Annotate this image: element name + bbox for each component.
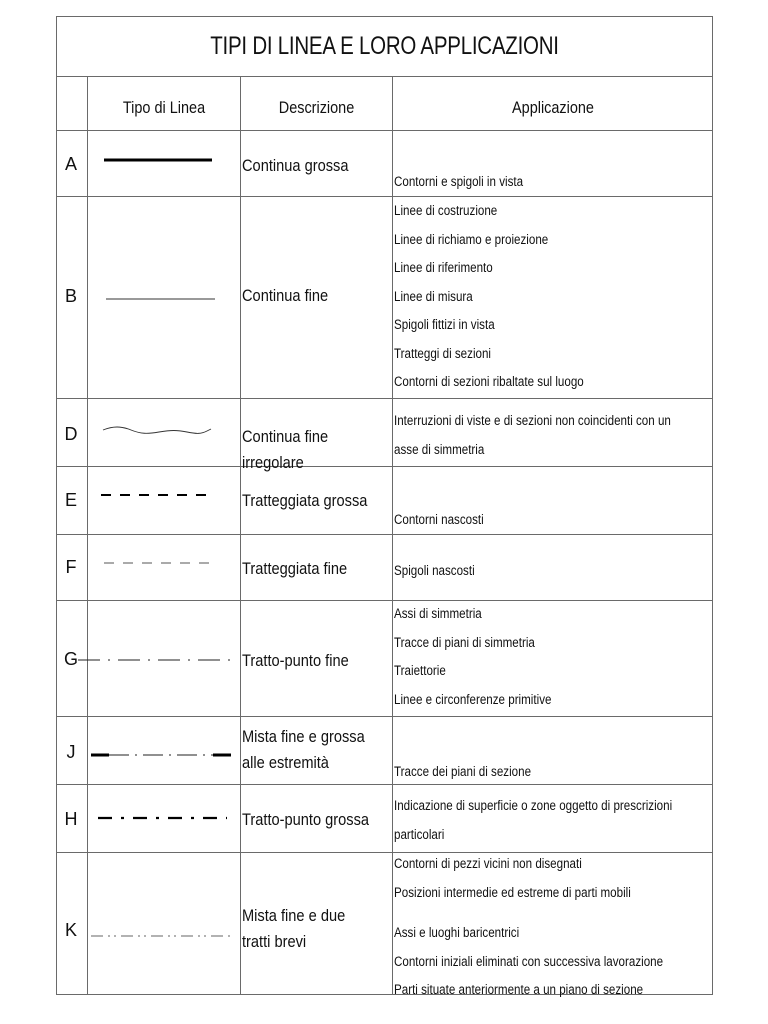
row-applications [394, 600, 669, 714]
row-description: Continua grossa [242, 156, 349, 175]
application-item: Contorni iniziali eliminati con successiva lavorazione [394, 953, 664, 969]
application-item: Contorni nascosti [394, 512, 484, 527]
row-letter: K [64, 920, 77, 940]
row-divider [56, 466, 713, 467]
line-sample-mista-fine-due-tratti-brevi [87, 926, 241, 946]
row-description: Mista fine e grossa alle estremità [242, 727, 365, 772]
row-letter: F [65, 557, 77, 577]
row-letter: A [64, 154, 77, 174]
line-sample-tratteggiata-fine [87, 553, 241, 573]
application-item: Contorni di sezioni ribaltate sul luogo [394, 374, 584, 389]
row-letter: H [64, 809, 78, 829]
application-item: Linee di misura [394, 288, 473, 304]
row-letter: J [66, 742, 76, 762]
row-description: Mista fine e due tratti brevi [242, 906, 346, 951]
application-item: Contorni e spigoli in vista [394, 174, 524, 189]
application-item: Linee di costruzione [394, 203, 498, 218]
line-sample-tratto-punto-fine [72, 650, 240, 670]
row-description: Tratto-punto grossa [242, 810, 370, 829]
application-item: Spigoli nascosti [394, 563, 475, 578]
row-letter: B [64, 286, 77, 306]
application-item: Contorni di pezzi vicini non disegnati [394, 856, 582, 871]
line-sample-tratto-punto-grossa [87, 808, 241, 828]
application-item: Assi di simmetria [394, 606, 482, 621]
application-item: Tracce di piani di simmetria [394, 634, 535, 650]
application-item: Spigoli fittizi in vista [394, 317, 495, 332]
row-letter: E [64, 490, 77, 510]
row-description: Tratteggiata grossa [242, 491, 368, 510]
row-description: Continua fine irregolare [242, 427, 329, 472]
row-divider [56, 76, 713, 77]
row-letter: G [63, 649, 78, 669]
row-letter: D [64, 424, 78, 444]
application-item: Linee e circonferenze primitive [394, 691, 552, 707]
line-sample-continua-fine [87, 289, 241, 309]
line-sample-continua-grossa [87, 150, 241, 170]
row-divider [56, 130, 713, 131]
line-sample-continua-fine-irregolare [87, 420, 241, 444]
row-applications [394, 168, 669, 197]
line-sample-mista-fine-grossa-estremita [87, 745, 241, 765]
row-applications [394, 407, 669, 464]
application-item: particolari [394, 826, 445, 842]
row-applications [394, 197, 669, 397]
row-description: Tratto-punto fine [242, 651, 349, 670]
header-descrizione: Descrizione [278, 98, 355, 117]
row-applications [394, 758, 669, 787]
application-item: Indicazione di superficie o zone oggetto di prescrizioni [394, 798, 673, 813]
row-applications [394, 792, 673, 849]
application-item: asse di simmetria [394, 441, 485, 457]
row-divider [56, 716, 713, 717]
row-description: Tratteggiata fine [242, 559, 348, 578]
application-item: Parti situate anteriormente a un piano di sezione [394, 982, 644, 997]
application-item: Assi e luoghi baricentrici [394, 925, 520, 940]
page-title: TIPI DI LINEA E LORO APPLICAZIONI [210, 31, 559, 60]
application-item: Linee di richiamo e proiezione [394, 231, 549, 247]
application-item: Linee di riferimento [394, 260, 493, 275]
application-item: Posizioni intermedie ed estreme di parti mobili [394, 884, 631, 900]
header-applicazione: Applicazione [512, 98, 594, 117]
application-item: Tracce dei piani di sezione [394, 764, 532, 779]
application-item: Interruzioni di viste e di sezioni non coincidenti con un [394, 413, 671, 428]
column-divider [392, 76, 393, 995]
row-divider [56, 398, 713, 399]
application-item: Traiettorie [394, 663, 446, 678]
header-tipo: Tipo di Linea [122, 98, 206, 117]
row-applications [394, 850, 669, 1005]
row-applications [394, 557, 669, 586]
line-sample-tratteggiata-grossa [87, 485, 241, 505]
column-divider [240, 76, 241, 995]
row-description: Continua fine [242, 286, 329, 305]
row-applications [394, 506, 669, 535]
column-divider [87, 76, 88, 995]
application-item: Tratteggi di sezioni [394, 345, 492, 361]
